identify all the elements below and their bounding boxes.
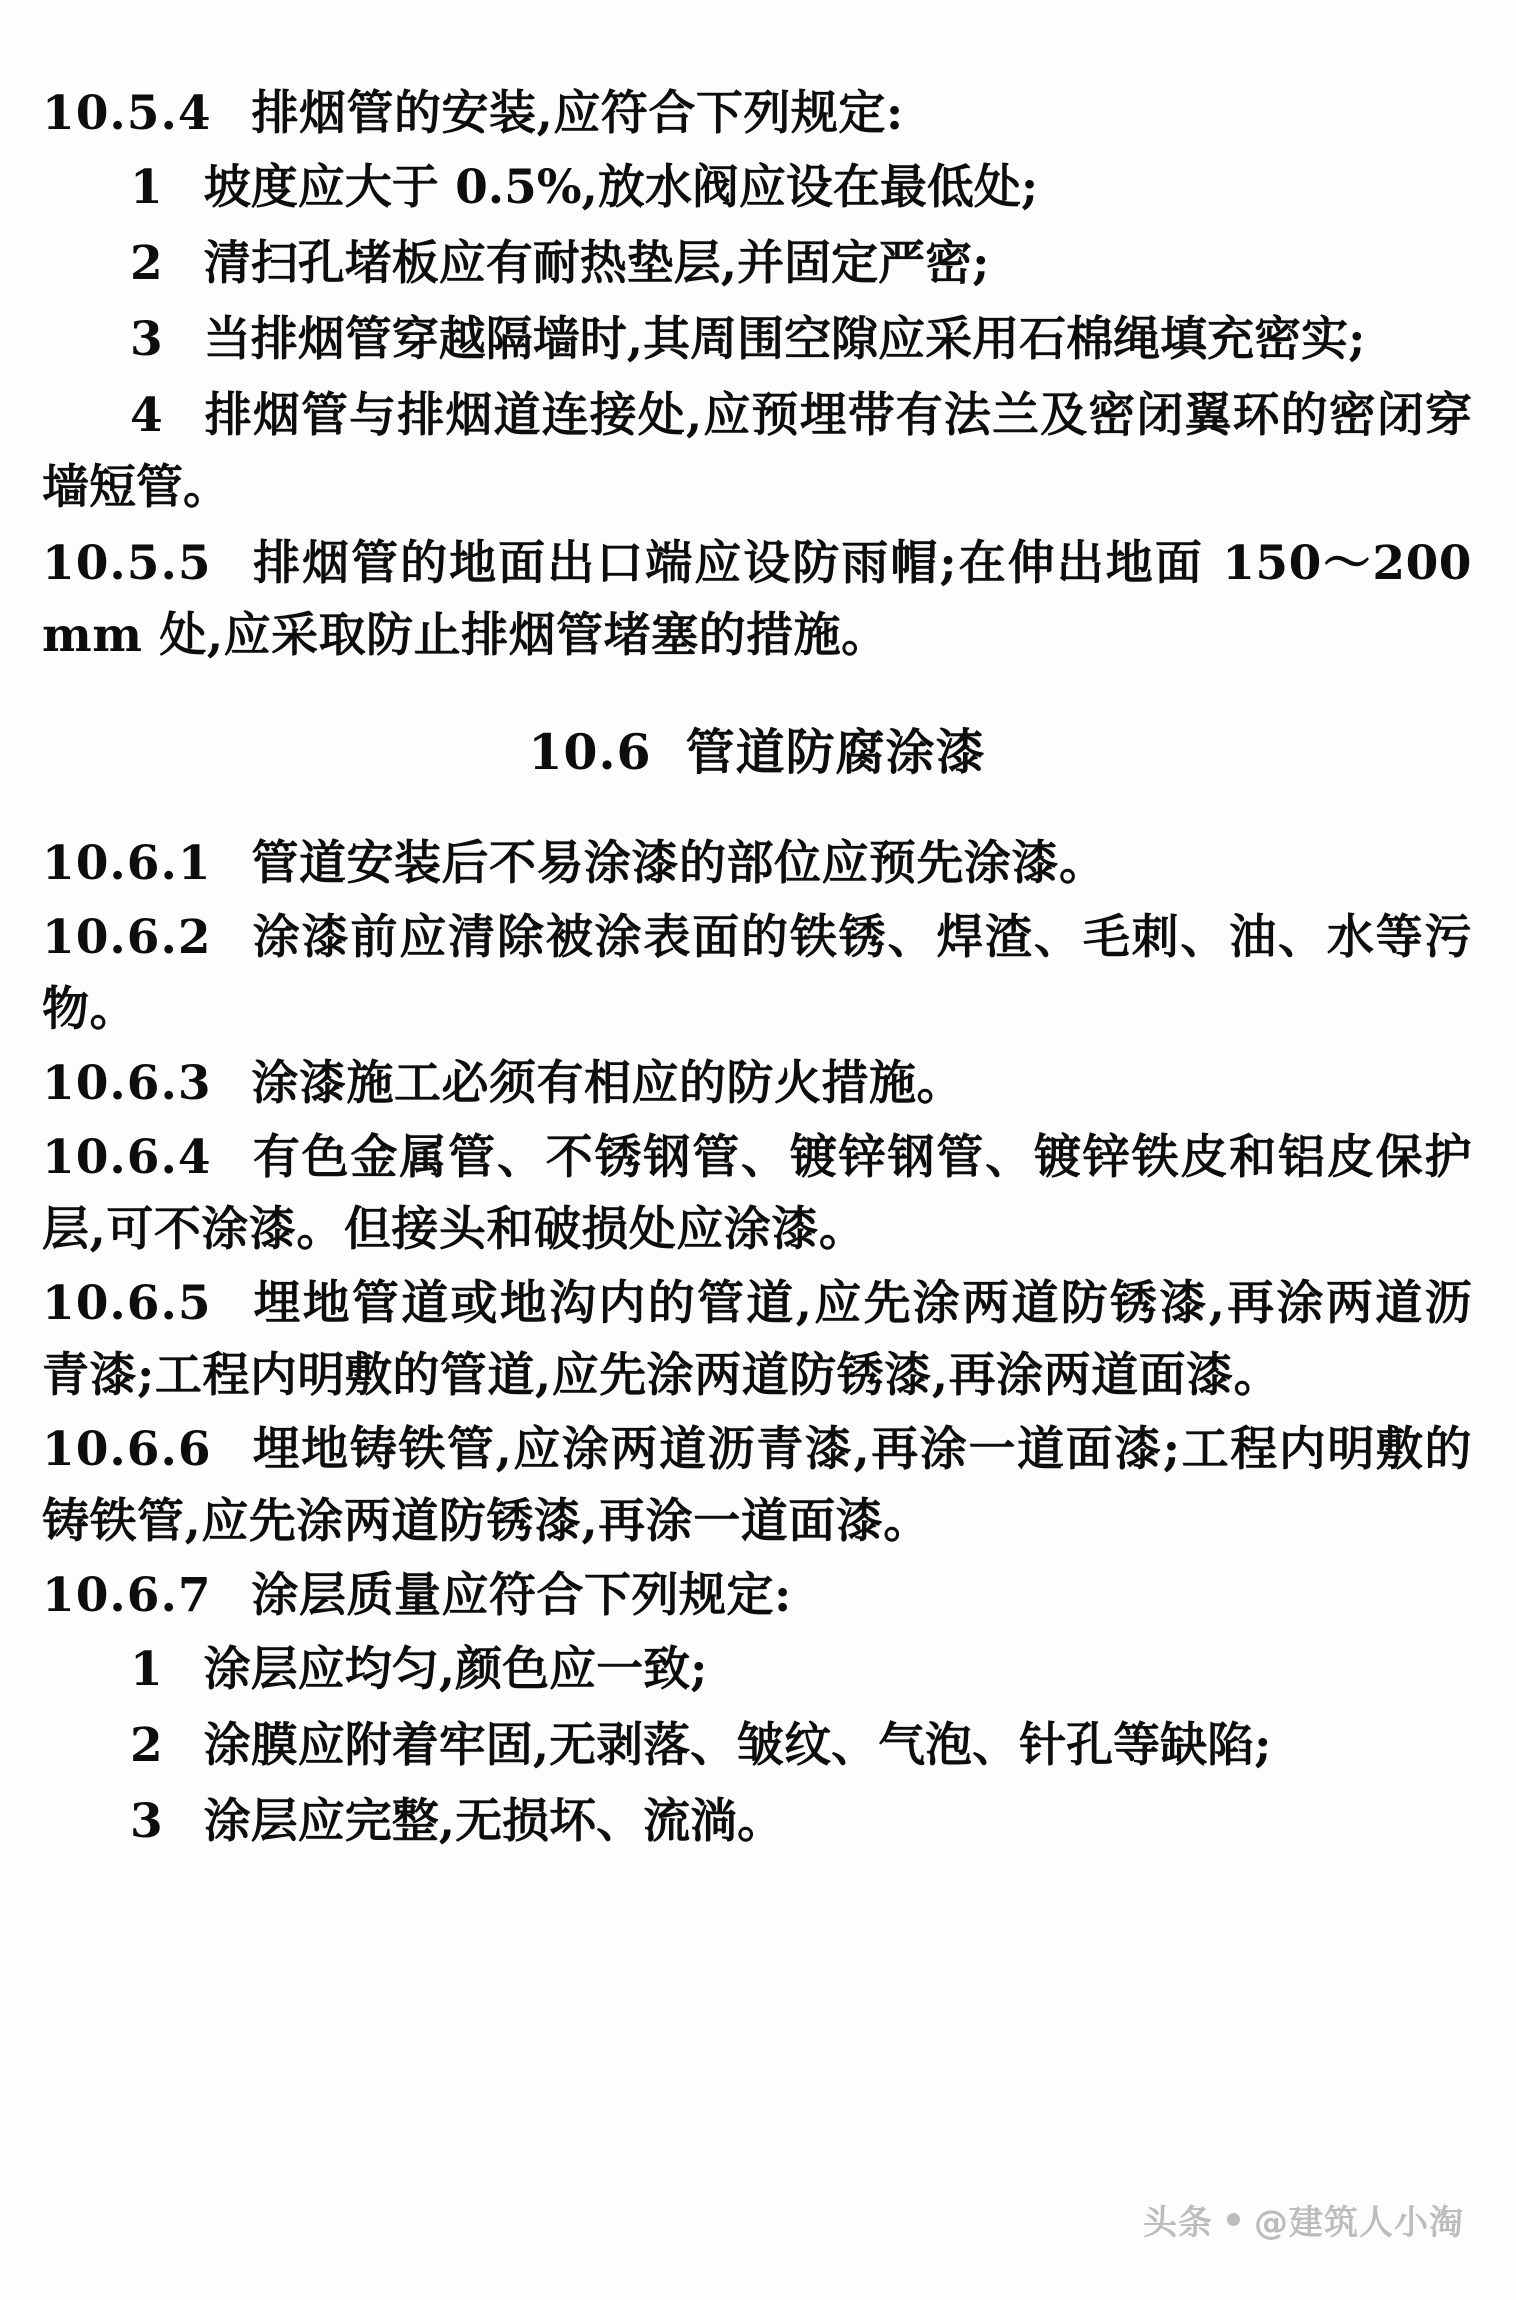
clause-10-5-5	[42, 528, 1472, 672]
item-label: 1	[130, 160, 164, 215]
clause-10-5-4-item-2	[42, 228, 1472, 300]
clause-text: 埋地铸铁管,应涂两道沥青漆,再涂一道面漆;工程内明敷的铸铁管,应先涂两道防锈漆,再涂一道面漆。	[42, 1422, 1472, 1549]
clause-10-6-4	[42, 1122, 1472, 1266]
watermark	[1143, 2195, 1464, 2244]
clause-text: 埋地管道或地沟内的管道,应先涂两道防锈漆,再涂两道沥青漆;工程内明敷的管道,应先涂两道防锈漆,再涂两道面漆。	[42, 1276, 1472, 1403]
section-number: 10.6	[528, 723, 652, 781]
clause-10-6-7-item-3	[42, 1786, 1472, 1858]
clause-10-6-1	[42, 828, 1472, 900]
item-label: 4	[130, 388, 164, 443]
clause-10-6-7-item-1	[42, 1634, 1472, 1706]
clause-text: 排烟管的安装,应符合下列规定:	[251, 86, 904, 141]
section-heading-10-6	[42, 716, 1472, 788]
clause-number: 10.6.3	[42, 1056, 212, 1111]
clause-number: 10.6.1	[42, 836, 212, 891]
item-text: 清扫孔堵板应有耐热垫层,并固定严密;	[203, 236, 990, 291]
clause-number: 10.6.4	[42, 1130, 212, 1185]
clause-number: 10.6.6	[42, 1422, 212, 1477]
clause-text: 涂层质量应符合下列规定:	[251, 1568, 792, 1623]
clause-10-6-5	[42, 1268, 1472, 1412]
item-text: 当排烟管穿越隔墙时,其周围空隙应采用石棉绳填充密实;	[203, 312, 1366, 367]
clause-number: 10.5.5	[42, 536, 212, 591]
watermark-handle: @建筑人小淘	[1254, 2203, 1464, 2243]
item-label: 1	[130, 1642, 164, 1697]
clause-10-6-7-item-2	[42, 1710, 1472, 1782]
clause-10-5-4	[42, 78, 1472, 150]
clause-number: 10.5.4	[42, 86, 212, 141]
item-text: 涂层应完整,无损坏、流淌。	[203, 1794, 785, 1849]
clause-10-5-4-item-1	[42, 152, 1472, 224]
item-text: 排烟管与排烟道连接处,应预埋带有法兰及密闭翼环的密闭穿墙短管。	[42, 388, 1472, 515]
clause-10-6-3	[42, 1048, 1472, 1120]
clause-text: 涂漆前应清除被涂表面的铁锈、焊渣、毛刺、油、水等污物。	[42, 910, 1472, 1037]
watermark-brand: 头条	[1143, 2203, 1213, 2243]
clause-10-5-4-item-3	[42, 304, 1472, 376]
clause-number: 10.6.2	[42, 910, 212, 965]
item-label: 3	[130, 1794, 164, 1849]
clause-text: 管道安装后不易涂漆的部位应预先涂漆。	[251, 836, 1107, 891]
clause-10-5-4-item-4	[42, 380, 1472, 524]
clause-number: 10.6.5	[42, 1276, 212, 1331]
clause-10-6-7	[42, 1560, 1472, 1632]
clause-text: 涂漆施工必须有相应的防火措施。	[251, 1056, 965, 1111]
item-text: 坡度应大于 0.5%,放水阀应设在最低处;	[203, 160, 1039, 215]
document-body	[42, 78, 1472, 1862]
item-label: 2	[130, 236, 164, 291]
clause-text: 有色金属管、不锈钢管、镀锌钢管、镀锌铁皮和铝皮保护层,可不涂漆。但接头和破损处应涂漆。	[42, 1130, 1472, 1257]
item-label: 3	[130, 312, 164, 367]
clause-text: 排烟管的地面出口端应设防雨帽;在伸出地面 150～200mm 处,应采取防止排烟管堵塞的措施。	[42, 536, 1472, 663]
bullet-dot-icon	[1227, 2213, 1240, 2226]
item-text: 涂膜应附着牢固,无剥落、皱纹、气泡、针孔等缺陷;	[203, 1718, 1272, 1773]
clause-number: 10.6.7	[42, 1568, 212, 1623]
item-text: 涂层应均匀,颜色应一致;	[203, 1642, 708, 1697]
clause-10-6-2	[42, 902, 1472, 1046]
clause-10-6-6	[42, 1414, 1472, 1558]
section-title: 管道防腐涂漆	[685, 723, 986, 781]
item-label: 2	[130, 1718, 164, 1773]
